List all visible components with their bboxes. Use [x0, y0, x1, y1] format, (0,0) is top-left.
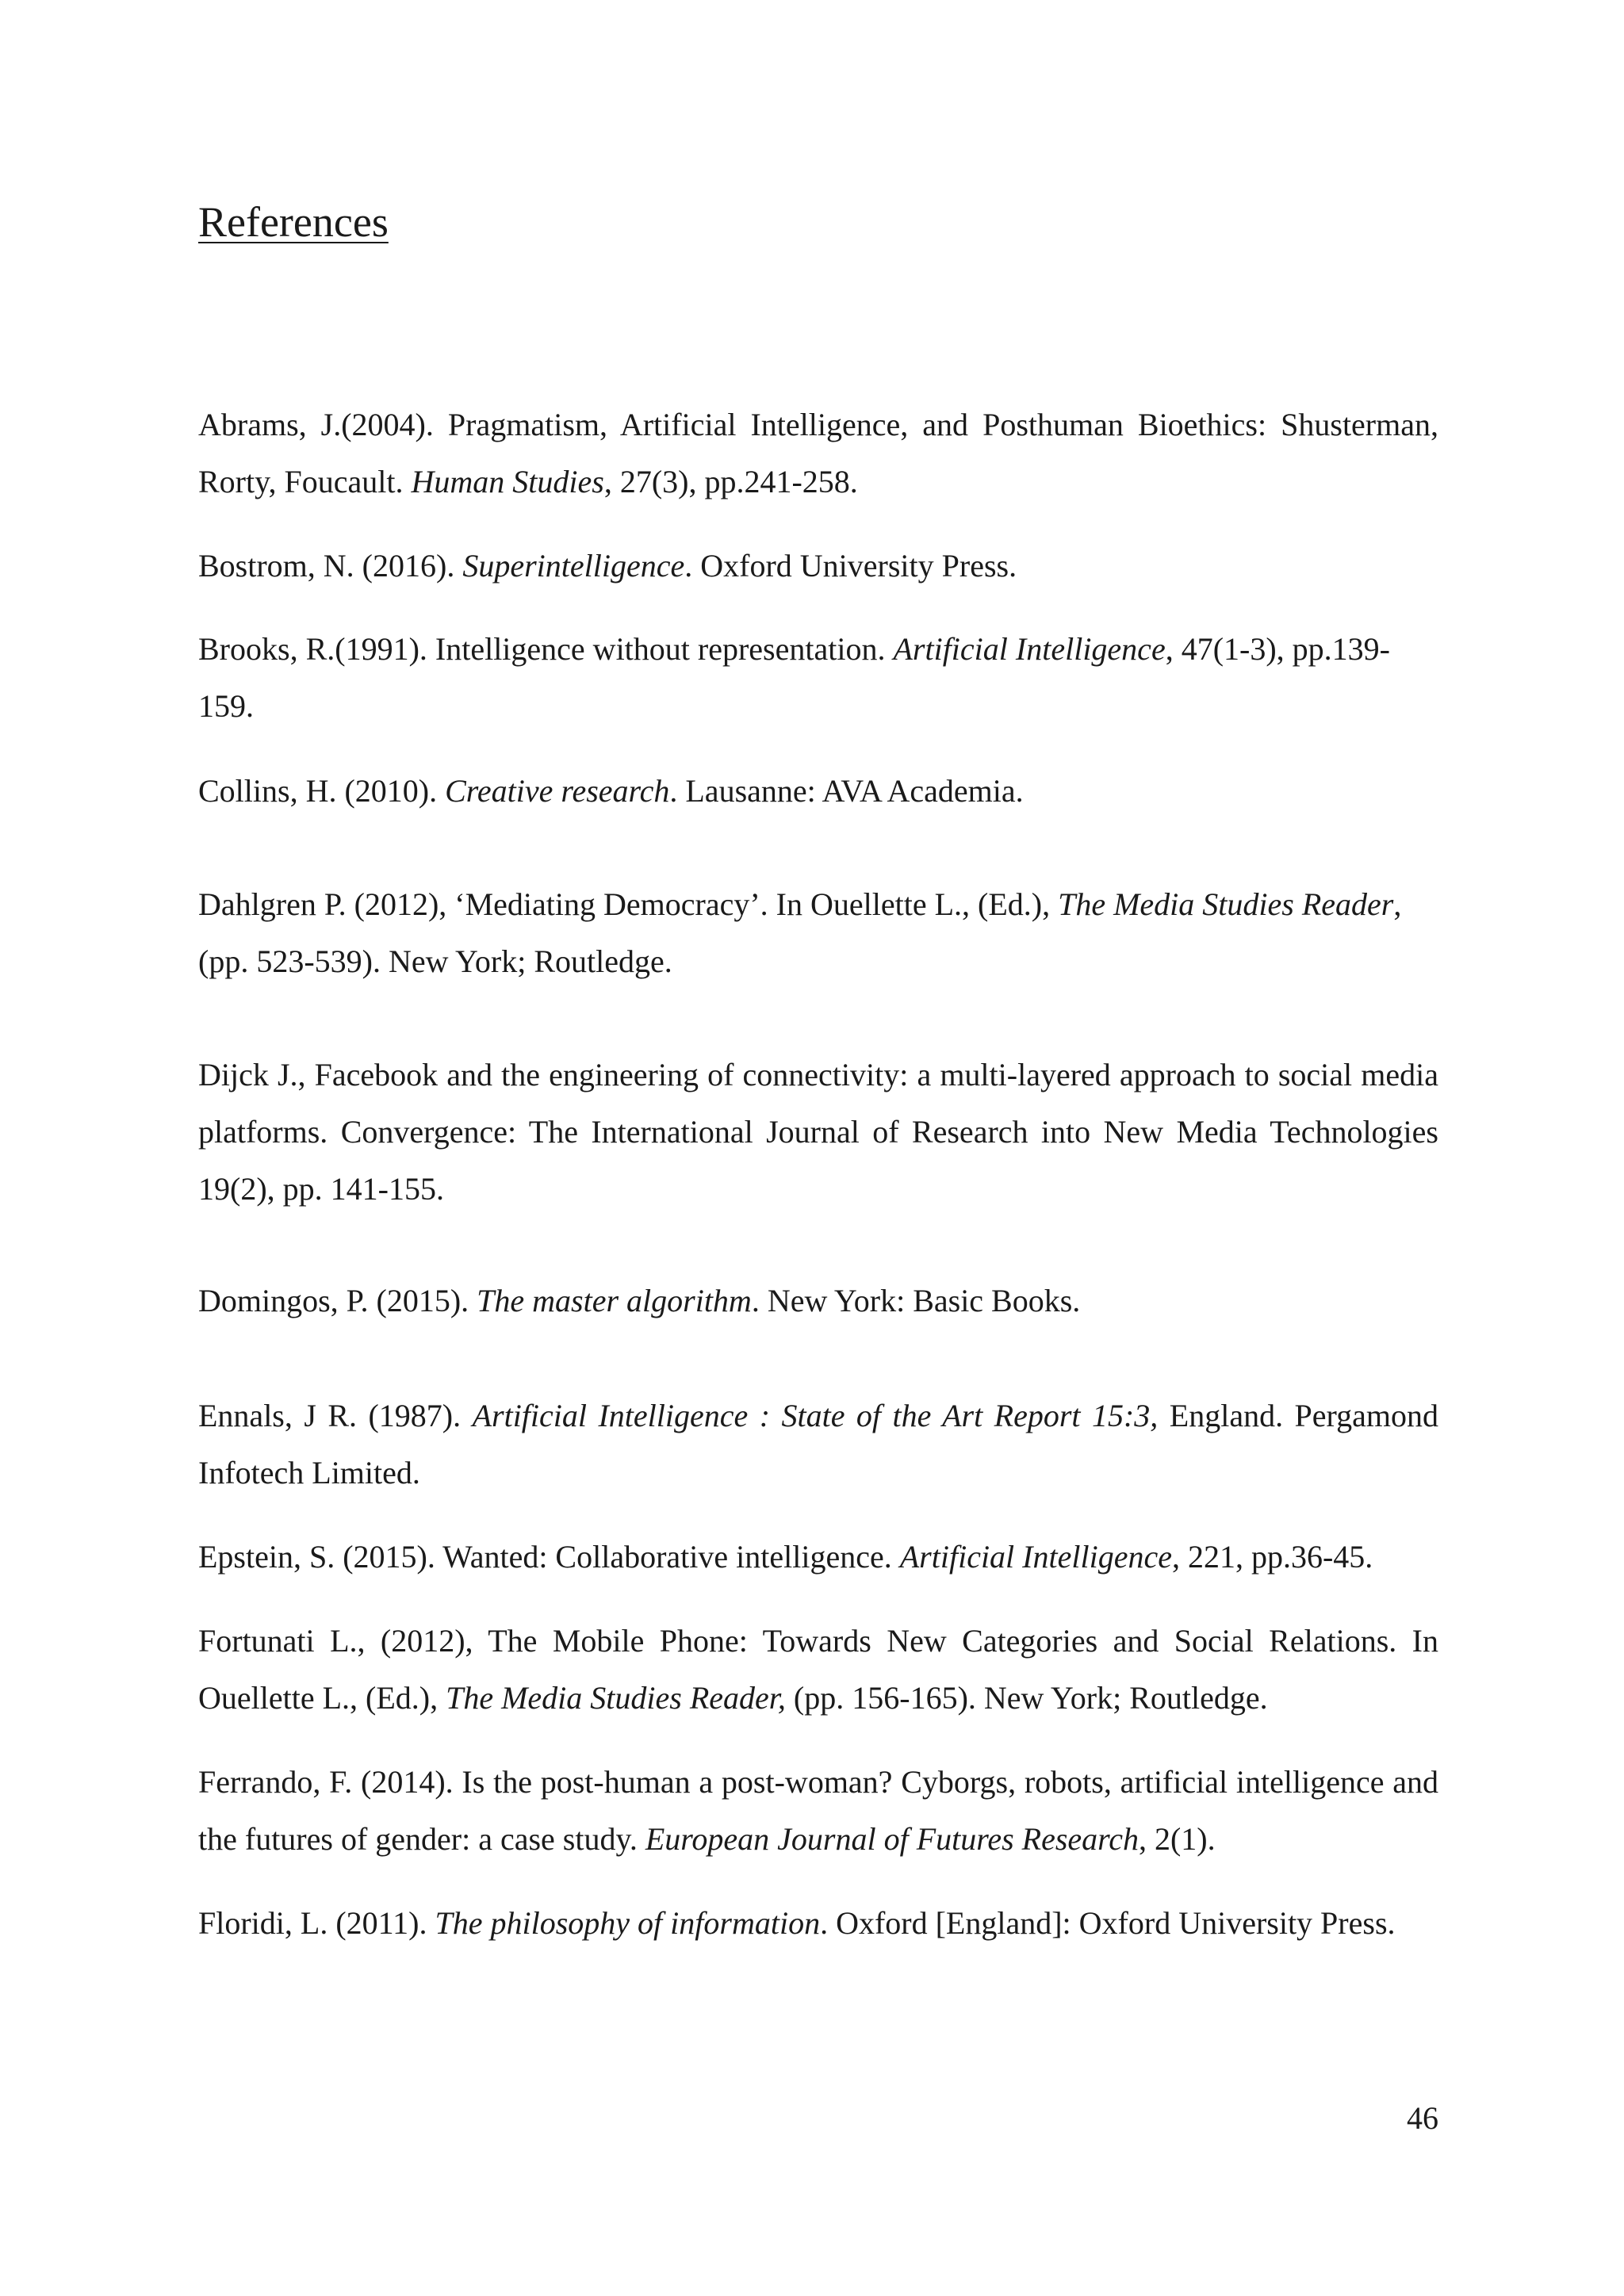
reference-entry: Dahlgren P. (2012), ‘Mediating Democracy’. In Ouellette L., (Ed.), The Media Studies Reader, (pp. 523-539). New York; Routledge. — [198, 886, 1402, 979]
reference-entry: Ferrando, F. (2014). Is the post-human a post-woman? Cyborgs, robots, artificial intelligence and the futures of gender: a case study. European Journal of Futures Research, 2(1). — [198, 1764, 1438, 1857]
references-heading: References — [198, 198, 389, 246]
reference-entry: Brooks, R.(1991). Intelligence without representation. Artificial Intelligence, 47(1-3), pp.139-159. — [198, 631, 1390, 724]
reference-entry: Ennals, J R. (1987). Artificial Intelligence : State of the Art Report 15:3, England. Pergamond Infotech Limited. — [198, 1398, 1438, 1490]
reference-entry: Dijck J., Facebook and the engineering of connectivity: a multi-layered approach to social media platforms. Convergence: The International Journal of Research into New Media Technologies 19(2), pp. 141-155. — [198, 1057, 1438, 1207]
reference-entry: Collins, H. (2010). Creative research. Lausanne: AVA Academia. — [198, 773, 1024, 809]
reference-entry: Domingos, P. (2015). The master algorithm. New York: Basic Books. — [198, 1283, 1081, 1318]
reference-entry: Bostrom, N. (2016). Superintelligence. Oxford University Press. — [198, 548, 1017, 584]
reference-entry: Fortunati L., (2012), The Mobile Phone: Towards New Categories and Social Relations. In Ouellette L., (Ed.), The Media Studies Reader, (pp. 156-165). New York; Routledge. — [198, 1623, 1438, 1716]
reference-entry: Epstein, S. (2015). Wanted: Collaborative intelligence. Artificial Intelligence, 221, pp.36-45. — [198, 1539, 1373, 1575]
reference-entry: Abrams, J.(2004). Pragmatism, Artificial Intelligence, and Posthuman Bioethics: Shusterman, Rorty, Foucault. Human Studies, 27(3), pp.241-258. — [198, 407, 1438, 499]
reference-entry: Floridi, L. (2011). The philosophy of information. Oxford [England]: Oxford University Press. — [198, 1905, 1396, 1941]
page-number: 46 — [1407, 2100, 1438, 2136]
